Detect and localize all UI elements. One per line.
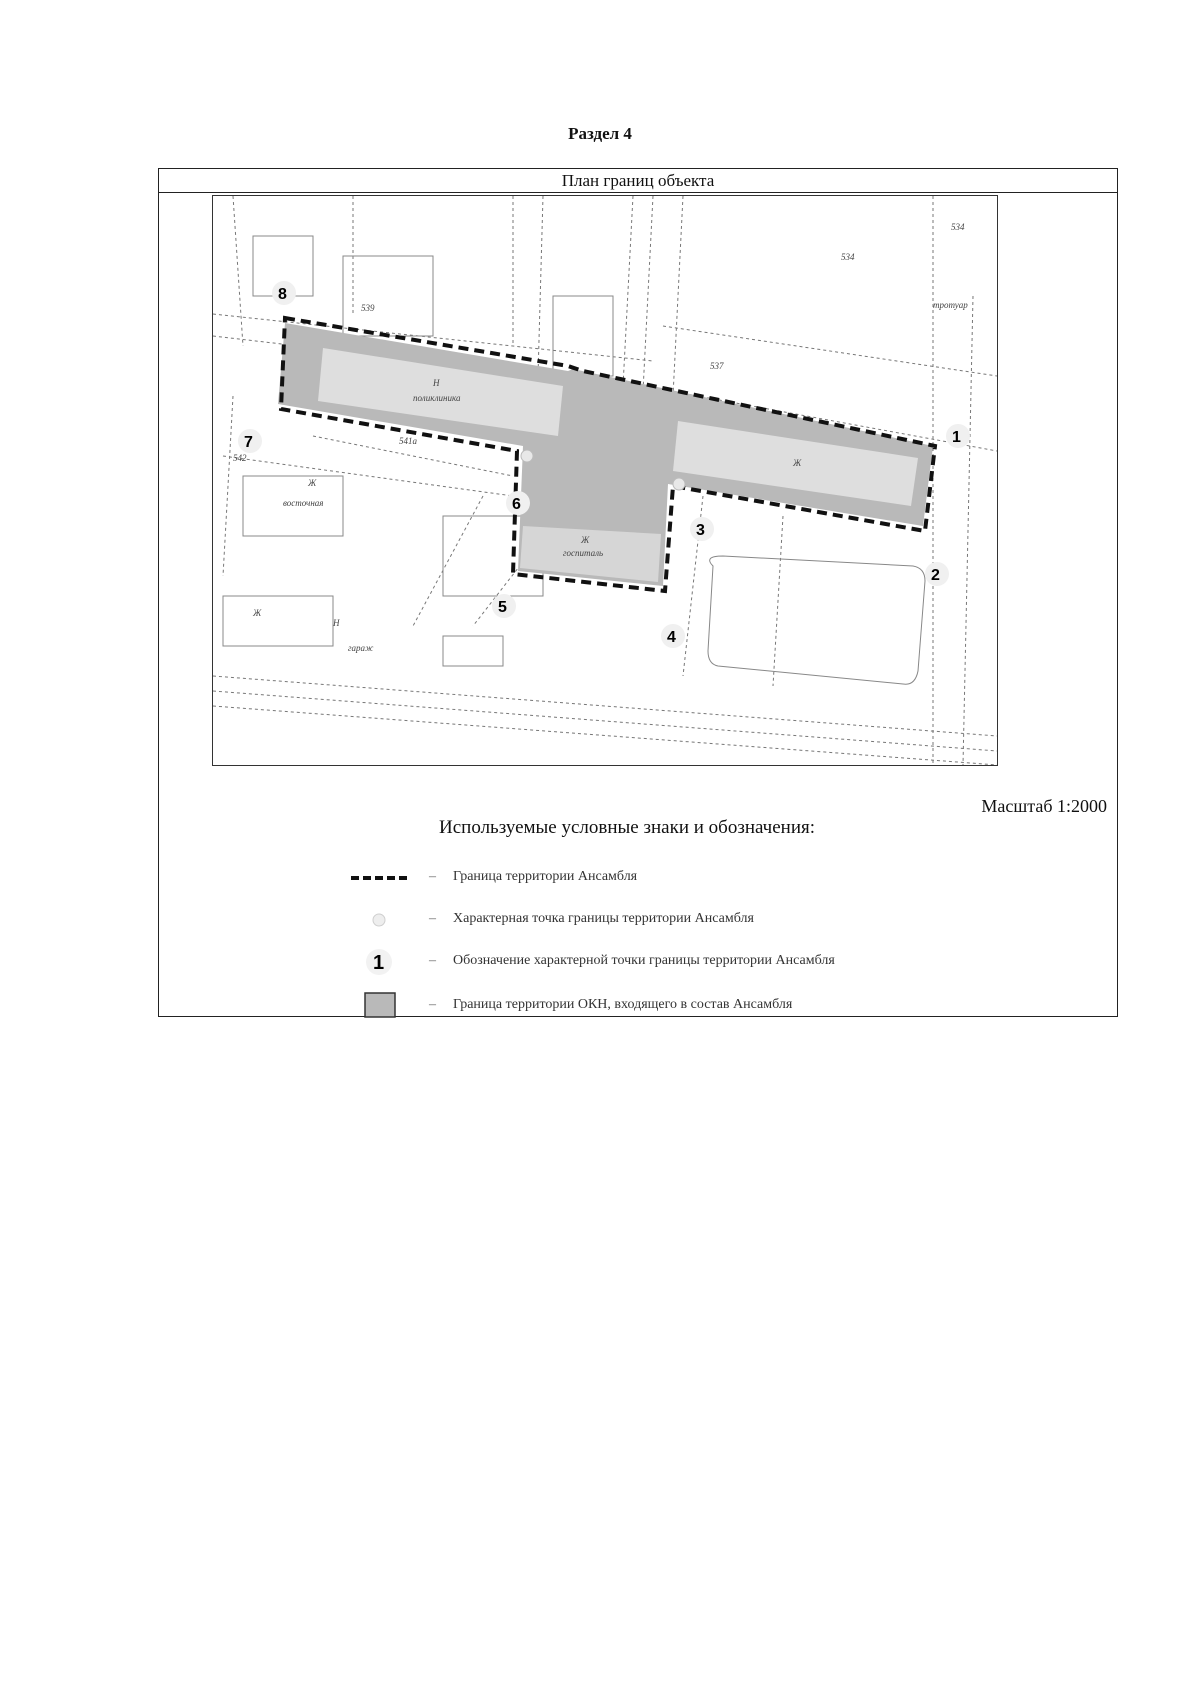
map-label-bldg-n1: Н (433, 378, 440, 388)
svg-text:2: 2 (931, 567, 940, 584)
svg-text:1: 1 (952, 429, 961, 446)
map-label-garage: гараж (348, 643, 374, 653)
okn-territory (278, 323, 933, 586)
point-label-6 (506, 491, 530, 515)
svg-text:3: 3 (696, 522, 705, 539)
dashed-line-icon (349, 863, 409, 893)
map-label-539: 539 (361, 303, 375, 313)
legend-title: Используемые условные знаки и обозначения: (439, 817, 816, 838)
map-label-542: 542 (233, 453, 247, 463)
boundary-plan-frame: План границ объекта 534 534 539 537 541а 542 тротуар поликлиника госпиталь Н Ж Ж Ж Ж Н гараж восточная 1 2 3 4 5 6 7 8 Масштаб 1:2000 Используемые условные знаки и обозначения: – Граница территории Ансамбля – Характерная точка границы территории Ансамбля 1 – Обозначение характерной точки границы территории Ансамбля – Граница территории ОКН, входящего в состав Ансамбля (158, 168, 1118, 1017)
point-number-icon (349, 947, 409, 977)
scale-label: Масштаб 1:2000 (981, 796, 1107, 816)
frame-header: План границ объекта (159, 169, 1117, 193)
svg-text:8: 8 (278, 286, 287, 303)
map-label-bldg-zh4: Ж (253, 608, 262, 618)
svg-text:4: 4 (667, 629, 676, 646)
boundary-point-icon (349, 905, 409, 935)
point-label-3 (690, 517, 714, 541)
map-label-polyclinic: поликлиника (413, 393, 461, 403)
grey-square-icon (349, 991, 409, 1021)
legend-text: Характерная точка границы территории Ансамбля (453, 911, 754, 926)
svg-text:7: 7 (244, 434, 253, 451)
boundary-point-3 (673, 478, 685, 490)
legend-text: Граница территории Ансамбля (453, 869, 638, 884)
map-label-534a: 534 (951, 222, 965, 232)
boundary-point-6 (521, 450, 533, 462)
map-svg (213, 196, 997, 765)
point-label-2 (925, 562, 949, 586)
map-label-bldg-n2: Н (333, 618, 340, 628)
svg-text:6: 6 (512, 496, 521, 513)
map-label-537: 537 (710, 361, 724, 371)
point-label-7 (238, 429, 262, 453)
section-title: Раздел 4 (568, 124, 632, 143)
map-label-541: 541а (399, 436, 417, 446)
legend-text: Граница территории ОКН, входящего в состав Ансамбля (453, 997, 793, 1012)
map-label-534b: 534 (841, 252, 855, 262)
map-label-bldg-zh1: Ж (793, 458, 802, 468)
map-label-hospital: госпиталь (563, 548, 604, 558)
boundary-map (212, 195, 998, 766)
map-label-vostochnaya: восточная (283, 498, 324, 508)
legend-text: Обозначение характерной точки границы территории Ансамбля (453, 953, 835, 968)
svg-text:1: 1 (373, 952, 385, 974)
point-label-1 (946, 424, 970, 448)
point-label-4 (661, 624, 685, 648)
svg-text:5: 5 (498, 599, 507, 616)
map-label-trotuar: тротуар (933, 300, 968, 310)
map-label-bldg-zh3: Ж (308, 478, 317, 488)
map-label-bldg-zh2: Ж (581, 535, 590, 545)
point-label-5 (492, 594, 516, 618)
point-label-8 (272, 281, 296, 305)
